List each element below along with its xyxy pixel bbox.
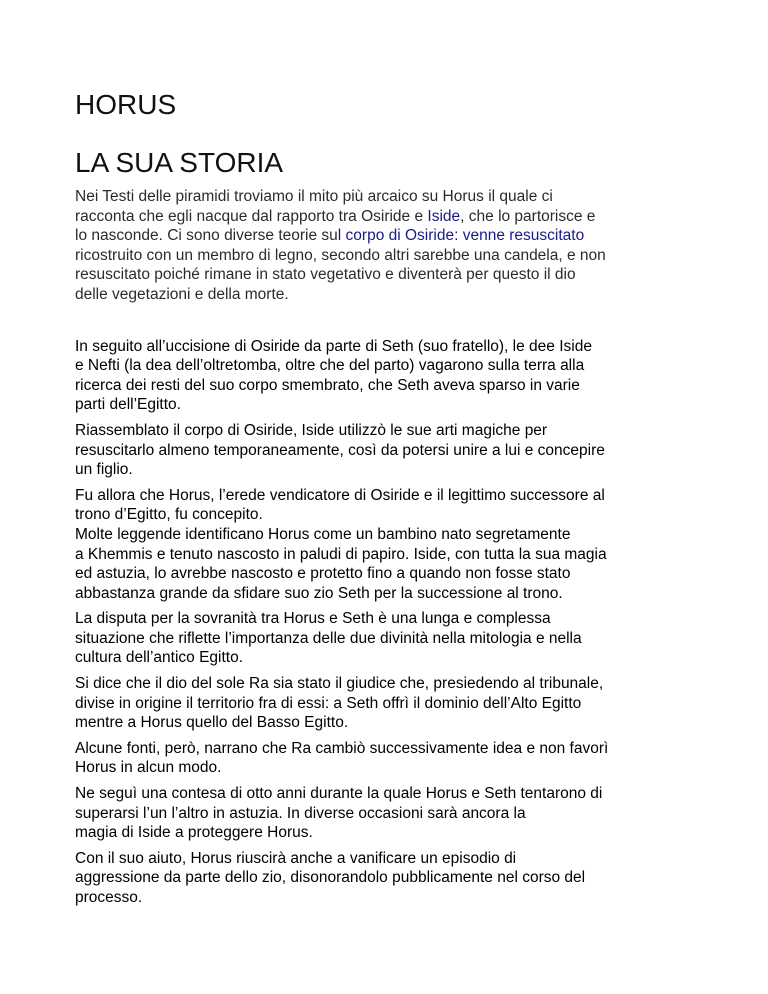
iside-link[interactable]: Iside xyxy=(427,207,461,225)
article-body xyxy=(75,187,705,914)
paragraph: Ne seguì una contesa di otto anni durante la quale Horus e Seth tentarono di superarsi l’un l’altro in astuzia. In diverse occasioni sarà ancora la magia di Iside a proteggere Horus. xyxy=(75,785,603,842)
intro-text: ricostruito con un membro di legno, secondo altri sarebbe una candela, e non resuscitato poiché rimane in stato vegetativo e diventerà per questo il dio delle vegetazioni e della morte. xyxy=(75,246,606,303)
intro-paragraph xyxy=(75,187,705,305)
paragraph: In seguito all’uccisione di Osiride da parte di Seth (suo fratello), le dee Iside e Nefti (la dea dell’oltretomba, oltre che del parto) vagarono sulla terra alla ricerca dei resti del suo corpo smembrato, che Seth aveva sparso in varie parti dell’Egitto. xyxy=(75,337,592,414)
page-title: HORUS xyxy=(75,89,177,120)
section-heading: LA SUA STORIA xyxy=(75,147,284,178)
corpo-osiride-link[interactable]: l corpo di Osiride: venne resuscitato xyxy=(337,227,585,245)
paragraph: Riassemblato il corpo di Osiride, Iside utilizzò le sue arti magiche per resuscitarlo almeno temporaneamente, così da potersi unire a lui e concepire un figlio. xyxy=(75,421,605,479)
paragraph: Fu allora che Horus, l’erede vendicatore di Osiride e il legittimo successore al trono d’Egitto, fu concepito. Molte leggende identificano Horus come un bambino nato segretamente a Khemmis e tenuto nascosto in paludi di papiro. Iside, con tutta la sua magia ed astuzia, lo avrebbe nascosto e protetto fino a quando non fosse stato abbastanza grande da sfidare suo zio Seth per la successione al trono. xyxy=(75,486,607,602)
paragraph: Con il suo aiuto, Horus riuscirà anche a vanificare un episodio di aggressione da parte dello zio, disonorandolo pubblicamente nel corso del processo. xyxy=(75,849,586,906)
intro-text: , che lo partorisce e lo nasconde. Ci sono diverse teorie su xyxy=(75,207,596,245)
paragraph: Alcune fonti, però, narrano che Ra cambiò successivamente idea e non favorì Horus in alcun modo. xyxy=(75,739,609,777)
paragraph: La disputa per la sovranità tra Horus e Seth è una lunga e complessa situazione che riflette l’importanza delle due divinità nella mitologia e nella cultura dell’antico Egitto. xyxy=(75,610,582,667)
intro-text: Nei Testi delle piramidi troviamo il mito più arcaico su Horus il quale ci racconta che egli nacque dal rapporto tra Osiride e xyxy=(75,188,553,225)
paragraph: Si dice che il dio del sole Ra sia stato il giudice che, presiedendo al tribunale, divise in origine il territorio fra di essi: a Seth offrì il dominio dell’Alto Egitto mentre a Horus quello del Basso Egitto. xyxy=(75,675,604,732)
